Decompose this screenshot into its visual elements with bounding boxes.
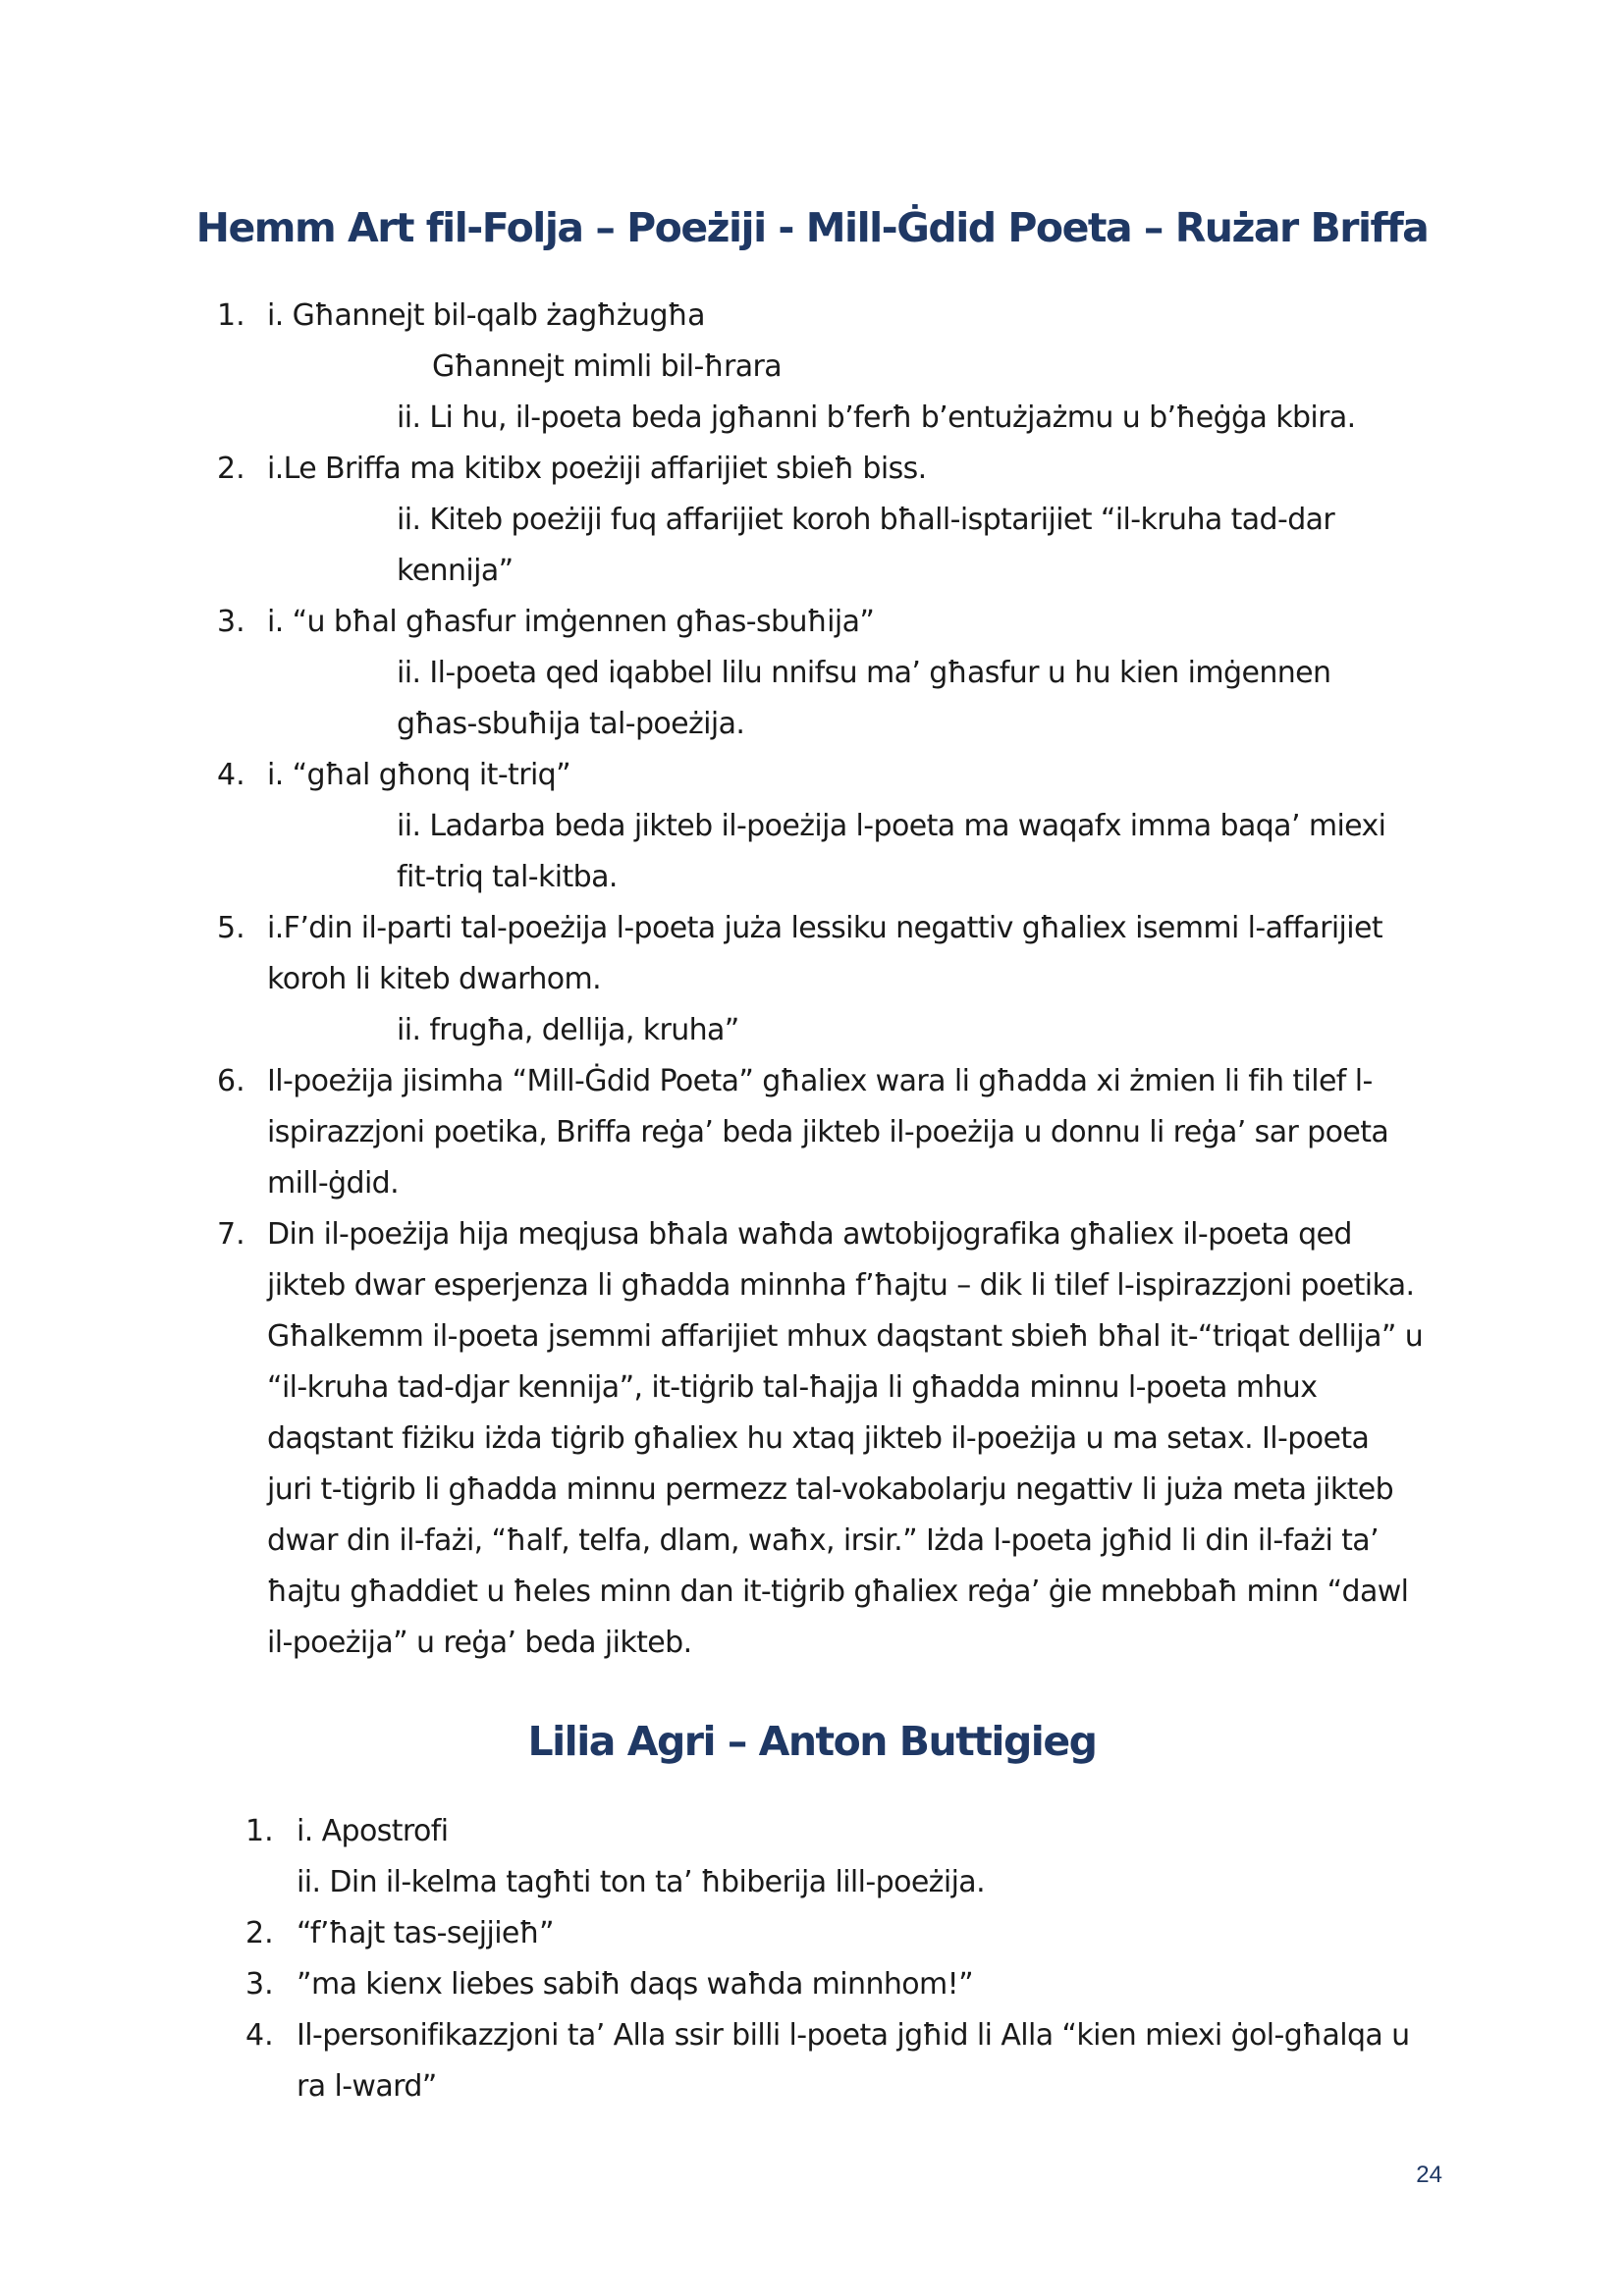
list-line: dwar din il-fażi, “ħalf, telfa, dlam, waħx, irsir.” Iżda l-poeta jgħid li din il-fażi ta’: [267, 1523, 1380, 1558]
list-number: 3.: [245, 1967, 274, 2002]
list-line: juri t-tiġrib li għadda minnu permezz tal-vokabolarju negattiv li juża meta jikteb: [267, 1472, 1394, 1507]
list-line: kennija”: [397, 554, 514, 588]
list-line: Għalkemm il-poeta jsemmi affarijiet mhux daqstant sbieħ bħal it-“triqat dellija” u: [267, 1319, 1424, 1354]
list-line: ħajtu għaddiet u ħeles minn dan it-tiġrib għaliex reġa’ ġie mnebbaħ minn “dawl: [267, 1575, 1409, 1609]
list-number: 6.: [217, 1064, 245, 1098]
list-number: 1.: [217, 298, 245, 333]
list-line: Il-personifikazzjoni ta’ Alla ssir billi l-poeta jgħid li Alla “kien miexi ġol-għalqa u: [297, 2018, 1410, 2053]
list-line: ra l-ward”: [297, 2069, 437, 2104]
list-number: 2.: [217, 452, 245, 486]
section-title-mill-gdid-poeta: Hemm Art fil-Folja – Poeżiji - Mill-Ġdid Poeta – Rużar Briffa: [195, 204, 1429, 251]
list-line: i.Le Briffa ma kitibx poeżiji affarijiet sbieħ biss.: [267, 452, 927, 486]
list-line: mill-ġdid.: [267, 1166, 400, 1201]
list-line: daqstant fiżiku iżda tiġrib għaliex hu xtaq jikteb il-poeżija u ma setax. Il-poeta: [267, 1421, 1370, 1456]
list-line: għas-sbuħija tal-poeżija.: [397, 707, 745, 741]
list-number: 4.: [245, 2018, 274, 2053]
list-line: ”ma kienx liebes sabiħ daqs waħda minnhom!”: [297, 1967, 974, 2002]
list-number: 5.: [217, 911, 245, 945]
list-line: ii. Li hu, il-poeta beda jgħanni b’ferħ b’entużjażmu u b’ħeġġa kbira.: [397, 400, 1356, 435]
list-line: ii. frugħa, dellija, kruha”: [397, 1013, 739, 1047]
list-line: i. Għannejt bil-qalb żagħżugħa: [267, 298, 705, 333]
list-line: i.F’din il-parti tal-poeżija l-poeta juża lessiku negattiv għaliex isemmi l-affarijiet: [267, 911, 1383, 945]
list-line: ispirazzjoni poetika, Briffa reġa’ beda jikteb il-poeżija u donnu li reġa’ sar poeta: [267, 1115, 1389, 1149]
list-number: 4.: [217, 758, 245, 792]
list-number: 7.: [217, 1217, 245, 1252]
list-line: i. Apostrofi: [297, 1814, 449, 1848]
list-number: 1.: [245, 1814, 274, 1848]
list-line: Għannejt mimli bil-ħrara: [432, 349, 783, 384]
list-line: jikteb dwar esperjenza li għadda minnha f’ħajtu – dik li tilef l-ispirazzjoni poetika.: [267, 1268, 1415, 1303]
list-number: 3.: [217, 605, 245, 639]
list-number: 2.: [245, 1916, 274, 1950]
list-line: Din il-poeżija hija meqjusa bħala waħda awtobijografika għaliex il-poeta qed: [267, 1217, 1352, 1252]
list-line: “f’ħajt tas-sejjieħ”: [297, 1916, 554, 1950]
list-line: il-poeżija” u reġa’ beda jikteb.: [267, 1626, 692, 1660]
list-line: ii. Din il-kelma tagħti ton ta’ ħbiberija lill-poeżija.: [297, 1865, 986, 1899]
list-line: fit-triq tal-kitba.: [397, 860, 618, 894]
list-line: koroh li kiteb dwarhom.: [267, 962, 602, 996]
section-title-lilia-agri: Lilia Agri – Anton Buttigieg: [527, 1718, 1097, 1765]
page-number: 24: [1416, 2162, 1442, 2188]
list-line: “il-kruha tad-djar kennija”, it-tiġrib tal-ħajja li għadda minnu l-poeta mhux: [267, 1370, 1318, 1405]
list-line: i. “għal għonq it-triq”: [267, 758, 571, 792]
list-line: ii. Ladarba beda jikteb il-poeżija l-poeta ma waqafx imma baqa’ miexi: [397, 809, 1386, 843]
list-line: ii. Il-poeta qed iqabbel lilu nnifsu ma’ għasfur u hu kien imġennen: [397, 656, 1331, 690]
list-line: ii. Kiteb poeżiji fuq affarijiet koroh bħall-isptarijiet “il-kruha tad-dar: [397, 503, 1335, 537]
list-line: i. “u bħal għasfur imġennen għas-sbuħija”: [267, 605, 875, 639]
list-line: Il-poeżija jisimha “Mill-Ġdid Poeta” għaliex wara li għadda xi żmien li fih tilef l-: [267, 1064, 1373, 1098]
